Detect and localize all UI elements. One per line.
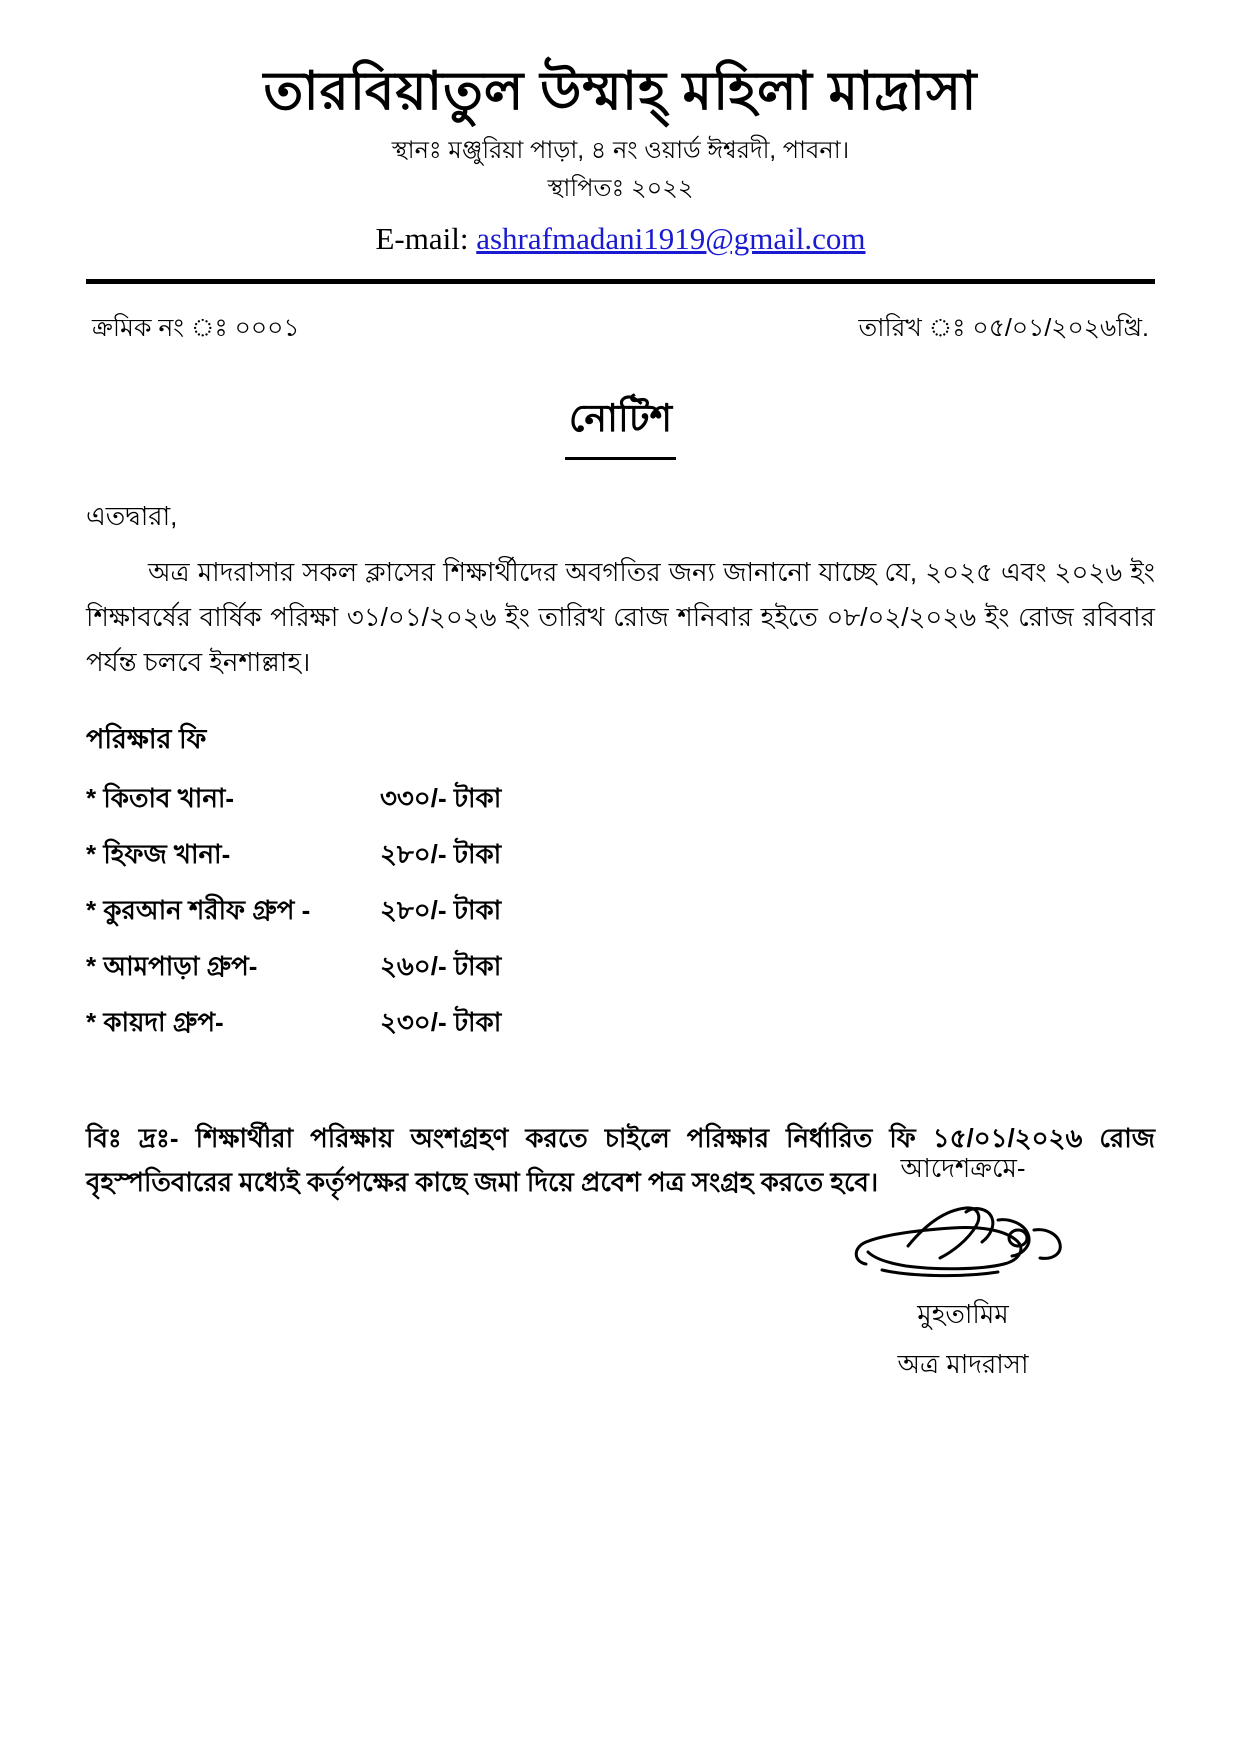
salutation: এতদ্বারা,	[86, 501, 178, 532]
fee-amount: ২৮০/- টাকা	[380, 838, 502, 869]
note-paragraph: বিঃ দ্রঃ- শিক্ষার্থীরা পরিক্ষায় অংশগ্রহণ করতে চাইলে পরিক্ষার নির্ধারিত ফি ১৫/০১/২০২৬ রোজ বৃহস্পতিবারের মধ্যেই কর্তৃপক্ষের কাছে জমা দিয়ে প্রবেশ পত্র সংগ্রহ করতে হবে।	[86, 1122, 1155, 1197]
notice-body-paragraph: অত্র মাদরাসার সকল ক্লাসের শিক্ষার্থীদের অবগতির জন্য জানানো যাচ্ছে যে, ২০২৫ এবং ২০২৬ ইং শিক্ষাবর্ষের বার্ষিক পরিক্ষা ৩১/০১/২০২৬ ইং তারিখ রোজ শনিবার হইতে ০৮/০২/২০২৬ ইং রোজ রবিবার পর্যন্ত চলবে ইনশাল্লাহ।	[86, 557, 1155, 677]
order-by-label: আদেশক্রমে-	[900, 1153, 1026, 1183]
signatory-role: মুহতামিম	[917, 1299, 1009, 1329]
document-date: তারিখ ঃ ০৫/০১/২০২৬খ্রি.	[858, 314, 1149, 343]
table-row	[86, 996, 501, 1052]
organization-title: তারবিয়াতুল উম্মাহ্ মহিলা মাদ্রাসা	[263, 62, 978, 121]
organization-address: স্থানঃ মঞ্জুরিয়া পাড়া, ৪ নং ওয়ার্ড ঈশ্বরদী, পাবনা।	[391, 137, 850, 165]
table-row	[86, 772, 501, 828]
fee-label: * কুরআন শরীফ গ্রুপ -	[86, 894, 311, 925]
signatory-organization: অত্র মাদরাসা	[897, 1349, 1029, 1379]
table-row	[86, 828, 501, 884]
fee-label: * হিফজ খানা-	[86, 838, 231, 869]
email-link[interactable]: ashrafmadani1919@gmail.com	[476, 221, 866, 257]
fee-table	[86, 772, 501, 1052]
header-divider	[86, 279, 1155, 284]
notice-heading: নোটিশ	[565, 389, 676, 460]
notice-heading-wrapper	[86, 389, 1155, 460]
fee-label: * আমপাড়া গ্রুপ-	[86, 950, 258, 981]
organization-founded-year: স্থাপিতঃ ২০২২	[547, 175, 694, 203]
fee-label: * কিতাব খানা-	[86, 782, 235, 813]
table-row	[86, 940, 501, 996]
organization-email-line	[86, 221, 1155, 257]
fee-amount: ৩৩০/- টাকা	[380, 782, 502, 813]
email-label: E-mail:	[375, 221, 469, 257]
fee-amount: ২৬০/- টাকা	[380, 950, 502, 981]
document-meta-row	[86, 308, 1155, 351]
table-row	[86, 884, 501, 940]
handwritten-signature-icon	[813, 1198, 1113, 1290]
fee-amount: ২৩০/- টাকা	[380, 1006, 502, 1037]
fee-table-body	[86, 772, 501, 1052]
signature-block	[813, 1148, 1113, 1388]
fee-section-title: পরিক্ষার ফি	[86, 723, 207, 754]
fee-amount: ২৮০/- টাকা	[380, 894, 502, 925]
letterhead	[86, 0, 1155, 257]
fee-label: * কায়দা গ্রুপ-	[86, 1006, 224, 1037]
serial-number: ক্রমিক নং ঃ ০০০১	[92, 314, 300, 343]
